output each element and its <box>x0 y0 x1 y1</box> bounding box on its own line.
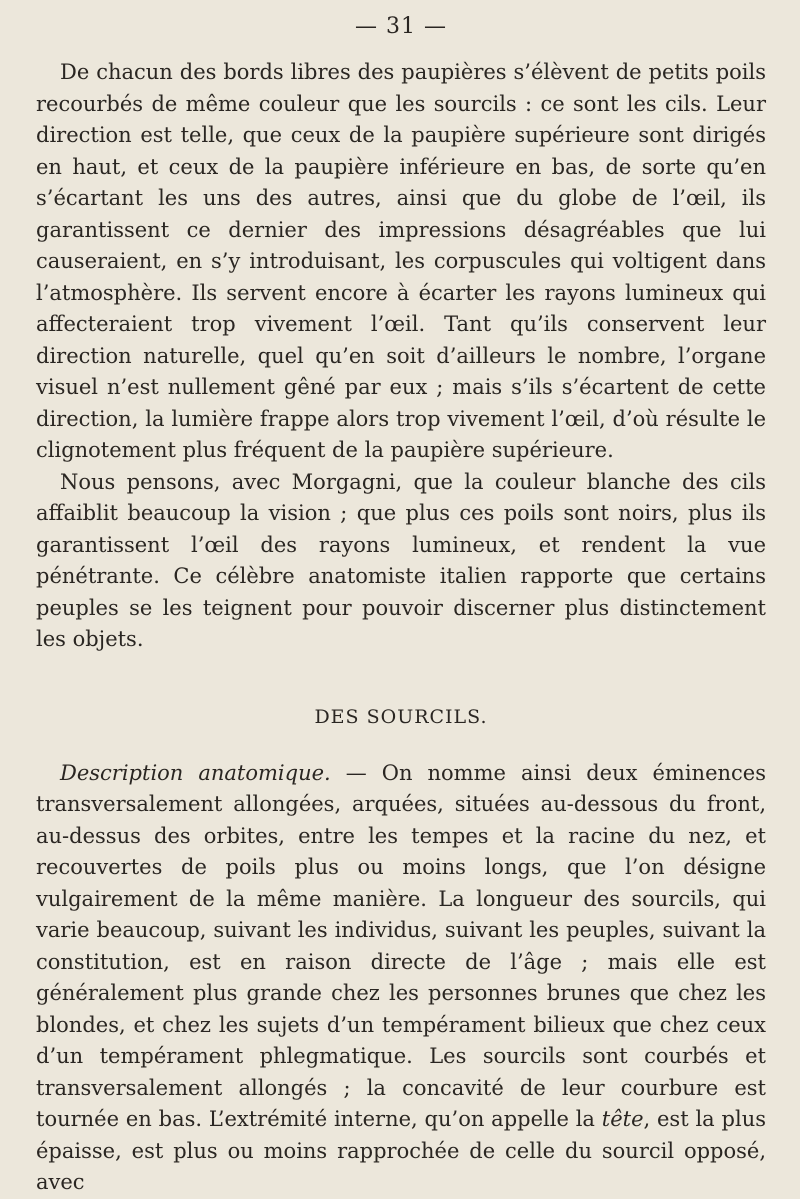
description-dash: — <box>330 760 382 785</box>
section-heading: DES SOURCILS. <box>314 705 488 728</box>
paragraph-description <box>36 758 766 1199</box>
description-text-2: , est la plus épaisse, est plus ou moins rapprochée de celle du sourcil opposé, avec <box>36 1107 766 1194</box>
description-lead: Description anatomique. <box>60 760 331 785</box>
italic-term-tete: tête <box>601 1107 644 1131</box>
paragraph-morgagni: Nous pensons, avec Morgagni, que la couleur blanche des cils affaiblit beaucoup la vision ; que plus ces poils sont noirs, plus ils garantissent l’œil des rayons lumineux, et rendent la vue pénétrante. Ce célèbre anatomiste italien rapporte que certains peuples se les teignent pour pouvoir discerner plus distinctement les objets. <box>36 469 766 651</box>
page-number: — 31 — <box>355 14 447 39</box>
paragraph-cils: De chacun des bords libres des paupières s’élèvent de petits poils recourbés de même couleur que les sourcils : ce sont les cils. Leur direction est telle, que ceux de la paupière supérieure sont dirigés en haut, et ceux de la paupière inférieure en bas, de sorte qu’en s’écartant les uns des autres, ainsi que du globe de l’œil, ils garantissent ce dernier des impressions désagréables que lui causeraient, en s’y introduisant, les corpuscules qui voltigent dans l’atmosphère. Ils servent encore à écarter les rayons lumineux qui affecteraient trop vivement l’œil. Tant qu’ils conservent leur direction naturelle, quel qu’en soit d’ailleurs le nombre, l’organe visuel n’est nullement gêné par eux ; mais s’ils s’écartent de cette direction, la lumière frappe alors trop vivement l’œil, d’où résulte le clignotement plus fréquent de la paupière supérieure. <box>36 60 766 462</box>
description-text-1: On nomme ainsi deux éminences transversalement allongées, arquées, situées au-dessous du front, au-dessus des orbites, entre les tempes et la racine du nez, et recouvertes de poils plus ou moins longs, que l’on désigne vulgairement de la même manière. La longueur des sourcils, qui varie beaucoup, suivant les individus, suivant les peuples, suivant la constitution, est en raison directe de l’âge ; mais elle est généralement plus grande chez les personnes brunes que chez les blondes, et chez les sujets d’un tempérament bilieux que chez ceux d’un tempérament phlegmatique. Les sourcils sont courbés et transversalement allongés ; la concavité de leur courbure est tournée en bas. L’extrémité interne, qu’on appelle la <box>36 760 766 1131</box>
